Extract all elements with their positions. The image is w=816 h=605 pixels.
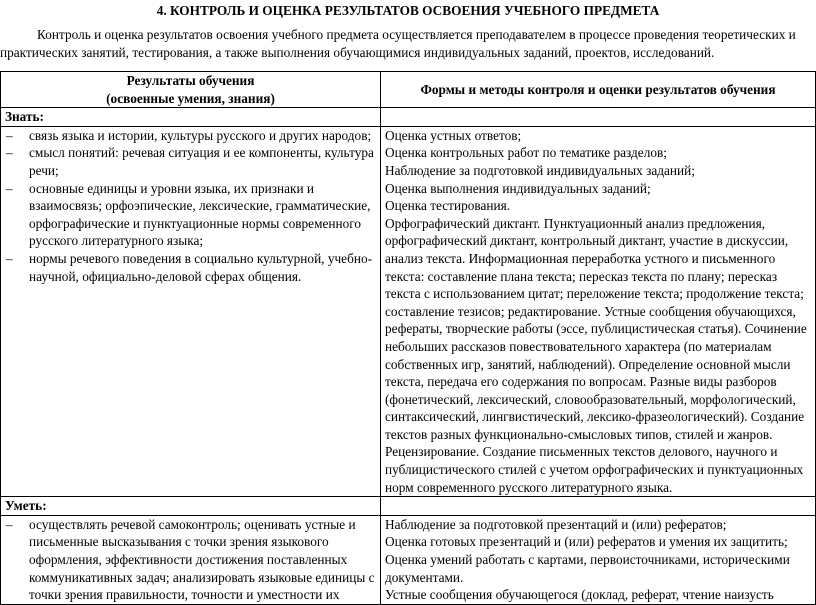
intro-line-1: Контроль и оценка результатов освоения учебного предмета осуществляется преподавателем в процессе проведения теоретических и — [37, 27, 796, 42]
method-paragraph: Орфографический диктант. Пунктуационный анализ предложения, орфографический диктант, контрольный диктант, участие в дискуссии, анализ текста. Информационная переработка устного и письменного текста: составление плана текста; пересказ текста по плану; пересказ текста с использованием цитат; переложение текста; продолжение текста; составление тезисов; редактирование. Устные сообщения обучающихся, рефераты, творческие работы (эссе, публицистическая статья). Сочинение небольших рассказов повествовательного характера (по материалам собственных игр, занятий, наблюдений). Определение основной мысли текста, передача его содержания по вопросам. Разные виды разборов (фонетический, лексический, словообразовательный, морфологический, синтаксический, лингвистический, лексико-фразеологический). Создание текстов разных функционально-смысловых типов, стилей и жанров. Рецензирование. Создание письменных текстов делового, научного и публицистического стилей с учетом орфографических и пунктуационных норм современного русского литературного языка. — [385, 215, 807, 495]
section-skills-label: Уметь: — [1, 497, 381, 516]
list-item: – связь языка и истории, культуры русского и других народов; — [5, 127, 376, 145]
know-methods-cell — [381, 126, 816, 496]
list-item: – основные единицы и уровни языка, их признаки и взаимосвязь; орфоэпические, лексические, грамматические, орфографические и пунктуационные нормы современного русского литературного языка; — [5, 180, 376, 250]
header-results — [1, 72, 381, 108]
know-items-cell — [1, 126, 381, 496]
method-line: Наблюдение за подготовкой индивидуальных заданий; — [385, 162, 695, 178]
section-know-empty — [381, 108, 816, 127]
section-row-know — [1, 108, 816, 127]
list-item: – осуществлять речевой самоконтроль; оценивать устные и письменные высказывания с точки зрения языкового оформления, эффективности достижения поставленных коммуникативных задач; анализировать языковые единицы с точки зрения правильности, точности и уместности их — [5, 516, 376, 604]
method-line: Оценка готовых презентаций и (или) рефератов и умения их защитить; — [385, 534, 788, 550]
intro-line-2: практических занятий, тестирования, а также выполнения обучающимися индивидуальных заданий, проектов, исследований. — [0, 45, 715, 60]
method-line: Оценка контрольных работ по тематике разделов; — [385, 145, 667, 161]
skill-list — [5, 516, 376, 604]
section-row-skills — [1, 497, 816, 516]
list-item: – нормы речевого поведения в социально культурной, учебно-научной, официально-деловой сферах общения. — [5, 250, 376, 285]
page-title: 4. КОНТРОЛЬ И ОЦЕНКА РЕЗУЛЬТАТОВ ОСВОЕНИЯ УЧЕБНОГО ПРЕДМЕТА — [156, 3, 660, 18]
method-line: Устные сообщения обучающегося (доклад, реферат, чтение наизусть — [385, 587, 774, 603]
skill-methods-cell — [381, 515, 816, 604]
method-line: Наблюдение за подготовкой презентаций и (или) рефератов; — [385, 516, 727, 532]
table-row — [1, 515, 816, 604]
method-line: Оценка выполнения индивидуальных заданий; — [385, 180, 651, 196]
know-list — [5, 127, 376, 285]
header-results-line-1: Результаты обучения — [126, 73, 255, 88]
method-line: Оценка устных ответов; — [385, 127, 522, 143]
skill-items-cell — [1, 515, 381, 604]
header-methods: Формы и методы контроля и оценки результатов обучения — [381, 72, 816, 108]
method-line: Оценка тестирования. — [385, 198, 511, 214]
section-skills-empty — [381, 497, 816, 516]
table-header-row — [1, 72, 816, 108]
method-line: Оценка умений работать с картами, первоисточниками, историческими документами. — [385, 552, 790, 585]
results-table — [0, 71, 816, 605]
section-know-label: Знать: — [1, 108, 381, 127]
intro-paragraph — [0, 26, 816, 62]
header-results-line-2: (освоенные умения, знания) — [106, 90, 275, 106]
list-item: – смысл понятий: речевая ситуация и ее компоненты, культура речи; — [5, 144, 376, 179]
table-row — [1, 126, 816, 496]
